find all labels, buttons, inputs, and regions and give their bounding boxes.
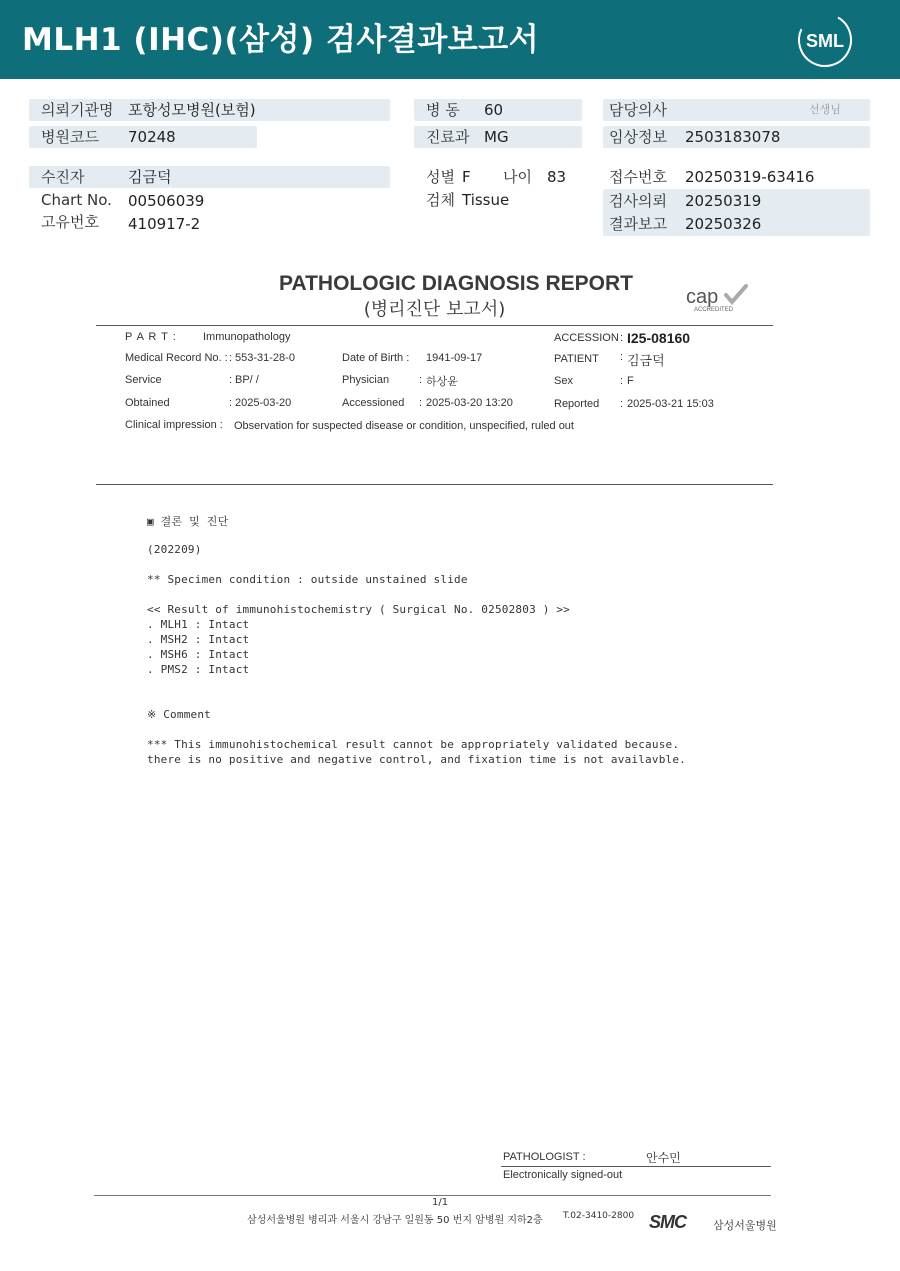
report-header [0, 0, 900, 79]
divider-top [96, 325, 773, 326]
obtained-label: Obtained [125, 397, 170, 409]
age-label: 나이 [503, 168, 532, 186]
reported-colon: : [620, 398, 624, 410]
comment-line: *** This immunohistochemical result cannot be appropriately validated because. [147, 738, 680, 751]
service-colon: : [229, 374, 233, 386]
test-request-value: 20250319 [685, 192, 762, 210]
physician-label: Physician [342, 374, 390, 386]
mrn-value: 553-31-28-0 [235, 352, 295, 364]
page-number: 1/1 [432, 1197, 449, 1208]
sex-meta-label: Sex [554, 375, 573, 387]
footer-address: 삼성서울병원 병리과 서울시 강남구 일원동 50 번지 암병원 지하2층 [247, 1215, 543, 1226]
report-subtitle: (병리진단 보고서) [363, 299, 506, 320]
sml-logo-icon [796, 11, 854, 69]
signature-line [501, 1166, 771, 1167]
specimen-value: Tissue [462, 191, 510, 209]
smc-logo-icon: SMC [649, 1212, 686, 1232]
sml-logo-text: SML [806, 31, 844, 51]
accession-colon: : [620, 332, 624, 344]
clinical-impression-value: Observation for suspected disease or condition, unspecified, ruled out [234, 420, 574, 432]
institution-label: 의뢰기관명 [41, 101, 114, 119]
report-title: PATHOLOGIC DIAGNOSIS REPORT [279, 272, 633, 295]
accession-label: ACCESSION [554, 332, 619, 344]
obtained-value: 2025-03-20 [235, 397, 292, 409]
hospital-code-value: 70248 [128, 128, 176, 146]
part-label: P A R T : [125, 331, 177, 343]
reported-label: Reported [554, 398, 600, 410]
unique-no-value: 410917-2 [128, 215, 201, 233]
sex-meta-colon: : [620, 375, 624, 387]
physician-colon: : [419, 374, 423, 386]
part-value: Immunopathology [203, 331, 291, 343]
chart-no-label: Chart No. [41, 191, 112, 209]
receipt-no-value: 20250319-63416 [685, 168, 815, 186]
specimen-label: 검체 [426, 191, 455, 209]
comment-line: there is no positive and negative control, and fixation time is not availavble. [147, 753, 686, 766]
footer-tel: T.02-3410-2800 [563, 1211, 635, 1221]
result-line: . PMS2 : Intact [147, 663, 250, 676]
result-line: . MLH1 : Intact [147, 618, 250, 631]
obtained-colon: : [229, 397, 233, 409]
body-line: ** Specimen condition : outside unstained slide [147, 573, 468, 586]
sex-meta-value: F [627, 375, 634, 387]
cap-accredited-text: ACCREDITED [694, 307, 734, 313]
department-label: 진료과 [426, 128, 470, 146]
reported-value: 2025-03-21 15:03 [627, 398, 714, 410]
cap-logo-text: cap [686, 286, 719, 308]
result-report-label: 결과보고 [609, 215, 667, 233]
department-value: MG [484, 128, 509, 146]
ward-value: 60 [484, 101, 504, 119]
divider-mid [96, 484, 773, 485]
dob-value: 1941-09-17 [426, 352, 483, 364]
mrn-label: Medical Record No. : [125, 352, 228, 364]
pathologist-value: 안수민 [646, 1151, 681, 1165]
body-line: << Result of immunohistochemistry ( Surgical No. 02502803 ) >> [147, 603, 570, 616]
footer-divider [94, 1195, 771, 1196]
accessioned-value: 2025-03-20 13:20 [426, 397, 513, 409]
accessioned-label: Accessioned [342, 397, 405, 409]
patient-label: 수진자 [41, 168, 85, 186]
service-value: BP/ / [235, 374, 259, 386]
receipt-no-label: 접수번호 [609, 168, 667, 186]
patient-meta-label: PATIENT [554, 353, 599, 365]
clinical-info-value: 2503183078 [685, 128, 781, 146]
ward-label: 병 동 [426, 101, 460, 119]
mrn-colon: : [229, 352, 233, 364]
chart-no-value: 00506039 [128, 192, 205, 210]
comment-heading: ※ Comment [147, 708, 211, 721]
clinical-impression-label: Clinical impression : [125, 419, 223, 431]
dob-label: Date of Birth : [342, 352, 410, 364]
unique-no-label: 고유번호 [41, 213, 99, 231]
doctor-label: 담당의사 [609, 101, 667, 119]
footer-hospital-name: 삼성서울병원 [713, 1219, 777, 1232]
conclusion-heading: ▣ 결론 및 진단 [147, 515, 229, 528]
accession-value: I25-08160 [627, 330, 691, 346]
doctor-suffix: 선생님 [809, 103, 841, 116]
hospital-code-label: 병원코드 [41, 128, 99, 146]
pathologist-label: PATHOLOGIST : [503, 1151, 586, 1163]
service-label: Service [125, 374, 162, 386]
patient-meta-colon: : [620, 351, 624, 363]
age-value: 83 [547, 168, 567, 186]
sex-value: F [462, 168, 471, 186]
result-line: . MSH2 : Intact [147, 633, 250, 646]
patient-meta-value: 김금덕 [627, 353, 665, 368]
body-line: (202209) [147, 543, 202, 556]
sex-label: 성별 [426, 168, 455, 186]
page-title: MLH1 (IHC)(삼성) 검사결과보고서 [22, 22, 540, 58]
patient-name-value: 김금덕 [128, 168, 172, 186]
accessioned-colon: : [419, 397, 423, 409]
cap-accredited-logo-icon [686, 283, 748, 313]
result-report-value: 20250326 [685, 215, 762, 233]
signed-status: Electronically signed-out [503, 1169, 623, 1181]
test-request-label: 검사의뢰 [609, 192, 667, 210]
physician-value: 하상윤 [426, 376, 458, 388]
result-line: . MSH6 : Intact [147, 648, 250, 661]
clinical-info-label: 임상정보 [609, 128, 667, 146]
institution-value: 포항성모병원(보험) [128, 101, 256, 119]
